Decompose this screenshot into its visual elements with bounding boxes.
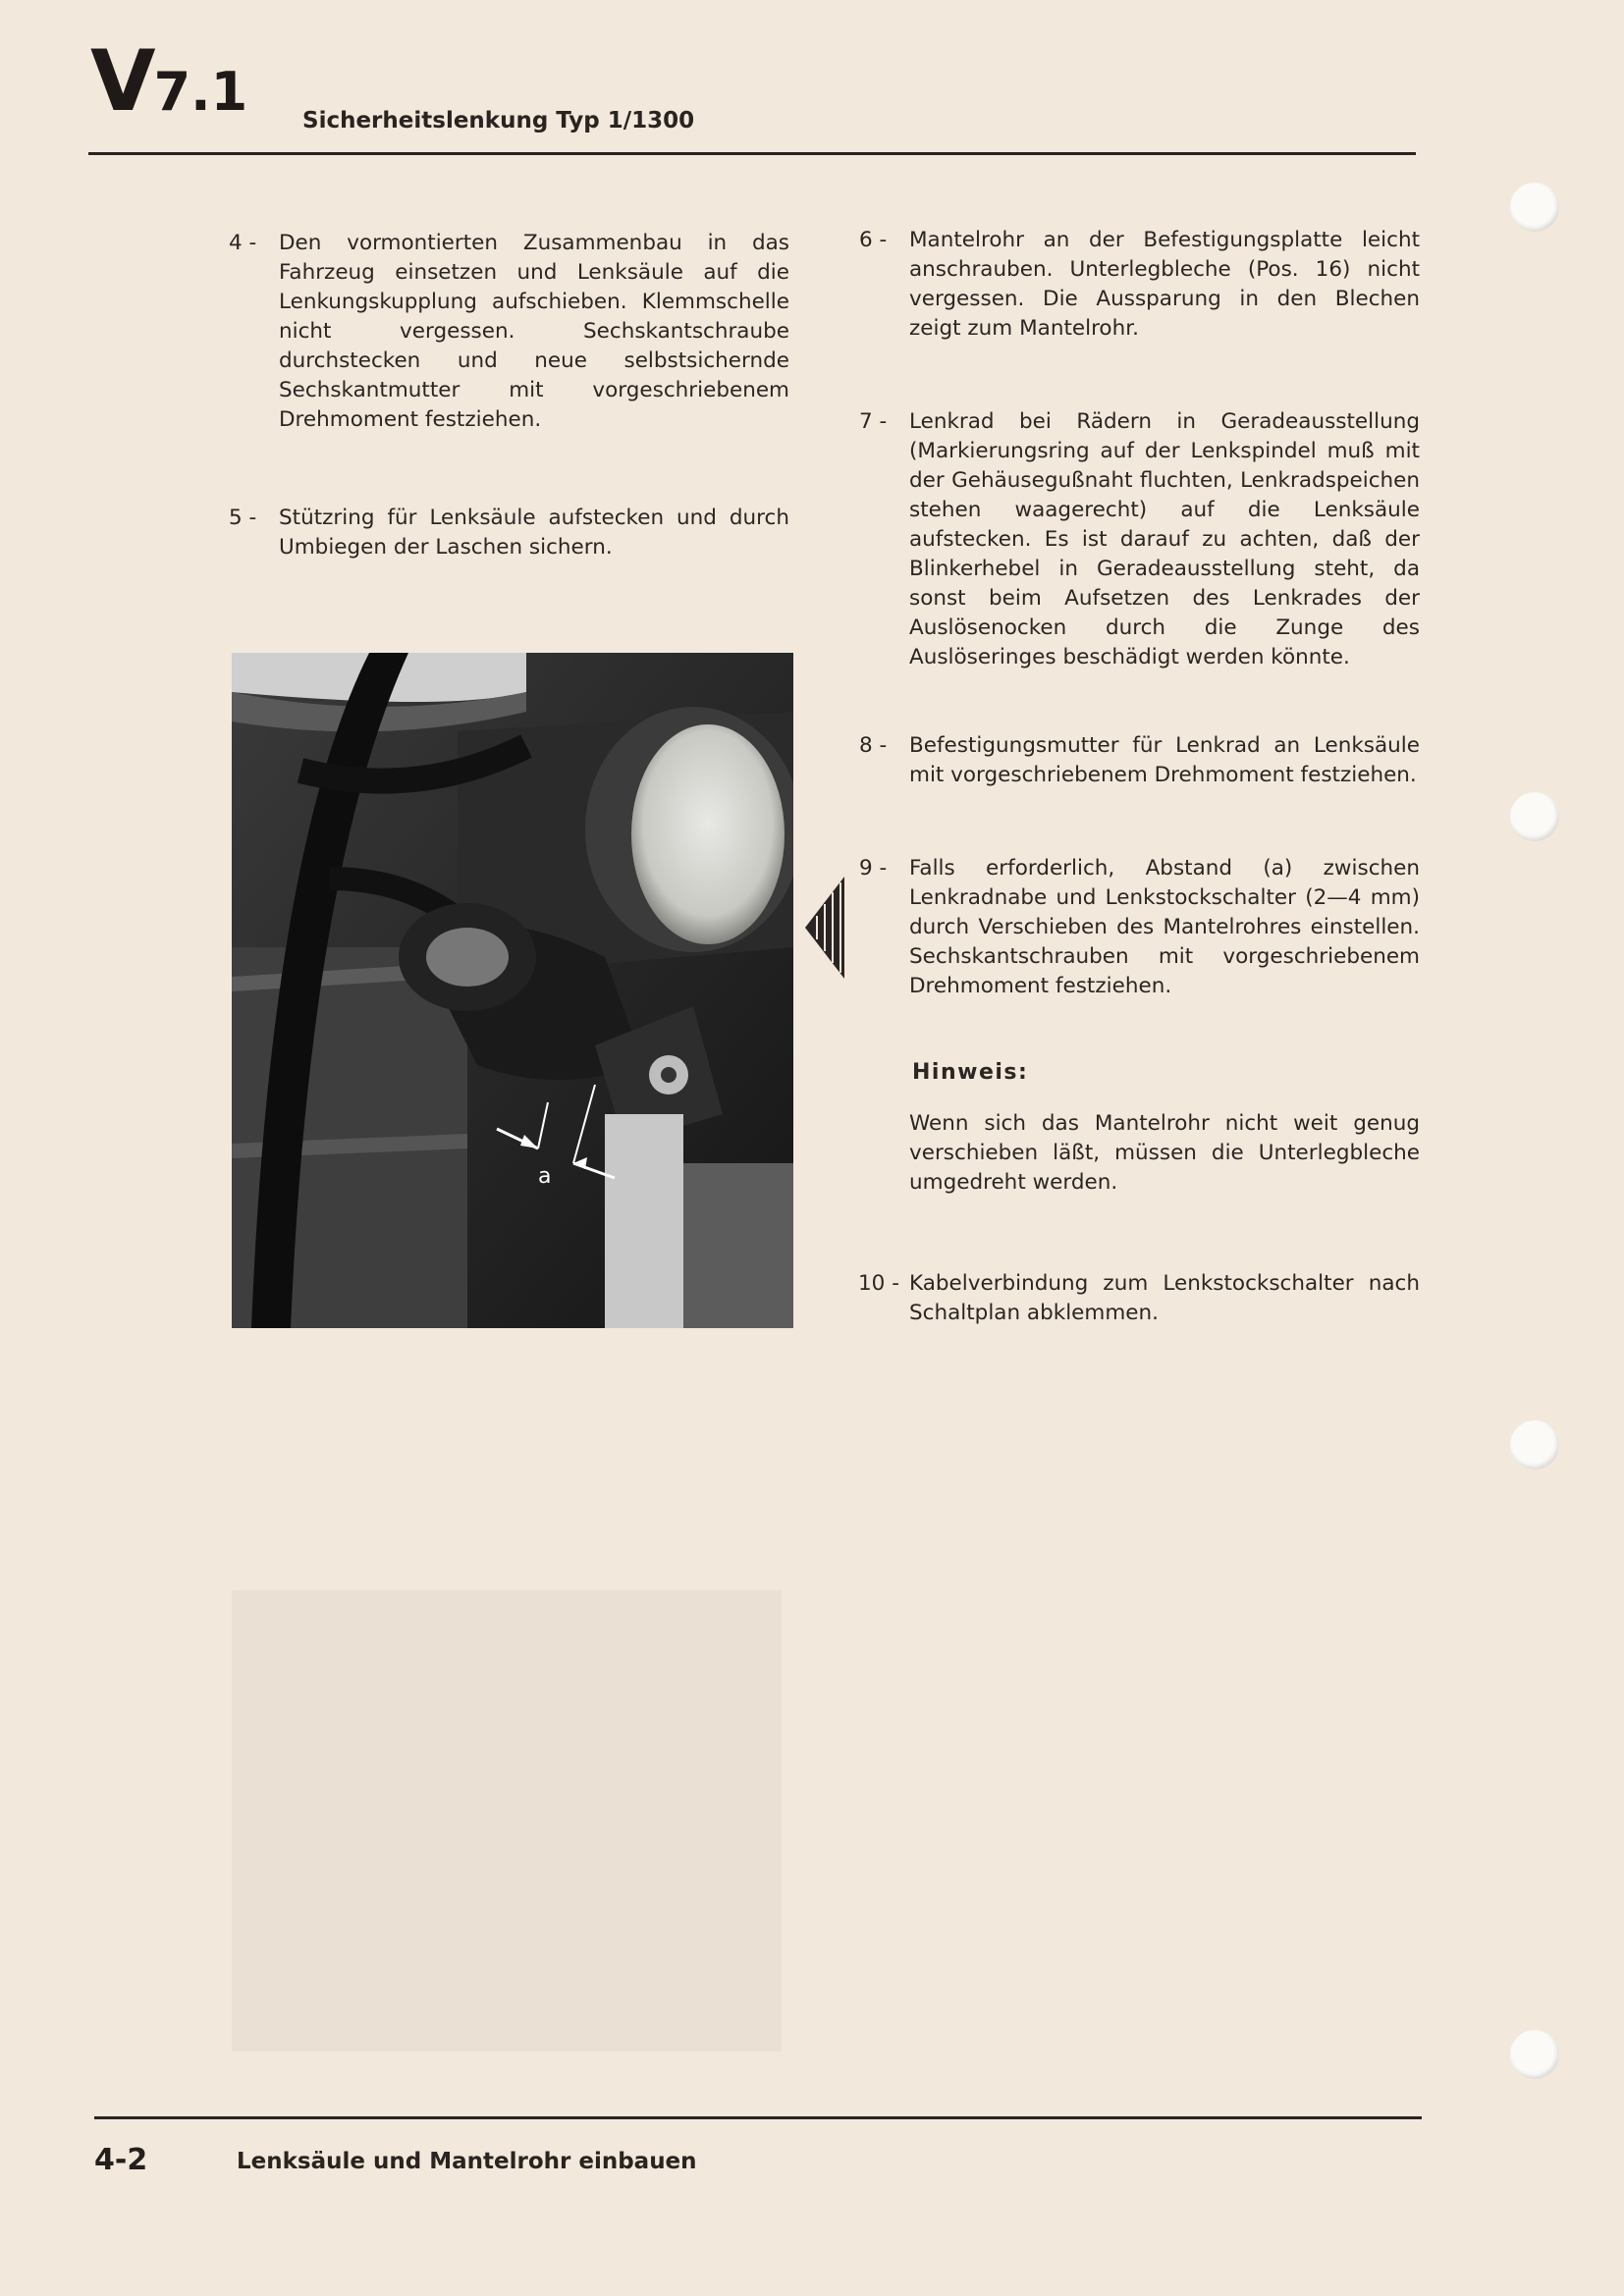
- section-code: [90, 32, 248, 131]
- step-6: [859, 226, 1420, 344]
- steering-column-photo: [232, 653, 793, 1328]
- step-text: Lenkrad bei Rädern in Geradeausstellung (Markierungsring auf der Lenkspindel muß mit der Gehäusegußnaht fluchten, Lenkradspeichen stehen waagerecht) auf die Lenksäule aufstecken. Es ist darauf zu achten, daß der Blinkerhebel in Geradeausstellung steht, da sonst beim Aufsetzen des Lenkrades der Auslösenocken durch die Zunge des Auslöseringes beschädigt werden könnte.: [909, 409, 1420, 669]
- header-rule: [88, 152, 1416, 155]
- step-number: 8 -: [859, 733, 888, 758]
- step-text: Kabelverbindung zum Lenkstockschalter nach Schaltplan abklemmen.: [909, 1271, 1420, 1325]
- page-number: 4-2: [94, 2143, 148, 2177]
- step-5: [229, 504, 789, 562]
- step-7: [859, 407, 1420, 672]
- step-text: Befestigungsmutter für Lenkrad an Lenksäule mit vorgeschriebenem Drehmoment festziehen.: [909, 733, 1420, 787]
- step-8: [859, 731, 1420, 790]
- step-text: Falls erforderlich, Abstand (a) zwischen Lenkradnabe und Lenkstockschalter (2—4 mm) durch Verschieben des Mantelrohres einstellen. Sechskantschrauben mit vorgeschriebenem Drehmoment festziehen.: [909, 856, 1420, 998]
- punch-hole: [1510, 792, 1559, 841]
- pointer-marker: [805, 877, 844, 979]
- section-code-main: V: [90, 32, 154, 131]
- step-number: 6 -: [859, 228, 888, 252]
- step-9: [859, 854, 1420, 1001]
- step-text: Mantelrohr an der Befestigungsplatte leicht anschrauben. Unterlegbleche (Pos. 16) nicht vergessen. Die Aussparung in den Blechen zeigt zum Mantelrohr.: [909, 228, 1420, 341]
- note-heading: Hinweis:: [912, 1060, 1029, 1085]
- step-10: [858, 1269, 1420, 1328]
- bleed-through-shade: [232, 1590, 782, 2052]
- punch-hole: [1510, 1420, 1559, 1469]
- step-number: 4 -: [229, 231, 257, 255]
- punch-hole: [1510, 183, 1559, 232]
- footer-rule: [94, 2116, 1422, 2119]
- punch-hole: [1510, 2030, 1559, 2079]
- step-text: Den vormontierten Zusammenbau in das Fahrzeug einsetzen und Lenksäule auf die Lenkungskupplung aufschieben. Klemmschelle nicht vergessen. Sechskantschraube durchstecken und neue selbstsichernde Sechskantmutter mit vorgeschriebenem Drehmoment festziehen.: [279, 231, 789, 432]
- step-number: 10 -: [858, 1271, 899, 1296]
- step-text: Stützring für Lenksäule aufstecken und durch Umbiegen der Laschen sichern.: [279, 506, 789, 560]
- note-text: Wenn sich das Mantelrohr nicht weit genug verschieben läßt, müssen die Unterlegbleche umgedreht werden.: [909, 1111, 1420, 1195]
- steering-column-illustration: [232, 653, 793, 1328]
- page-title: Sicherheitslenkung Typ 1/1300: [302, 108, 695, 133]
- step-number: 9 -: [859, 856, 888, 881]
- footer-title: Lenksäule und Mantelrohr einbauen: [237, 2149, 697, 2174]
- step-number: 5 -: [229, 506, 257, 530]
- step-number: 7 -: [859, 409, 888, 434]
- dimension-label-a: a: [538, 1164, 552, 1189]
- section-code-sub: 7.1: [153, 61, 248, 123]
- step-4: [229, 229, 789, 435]
